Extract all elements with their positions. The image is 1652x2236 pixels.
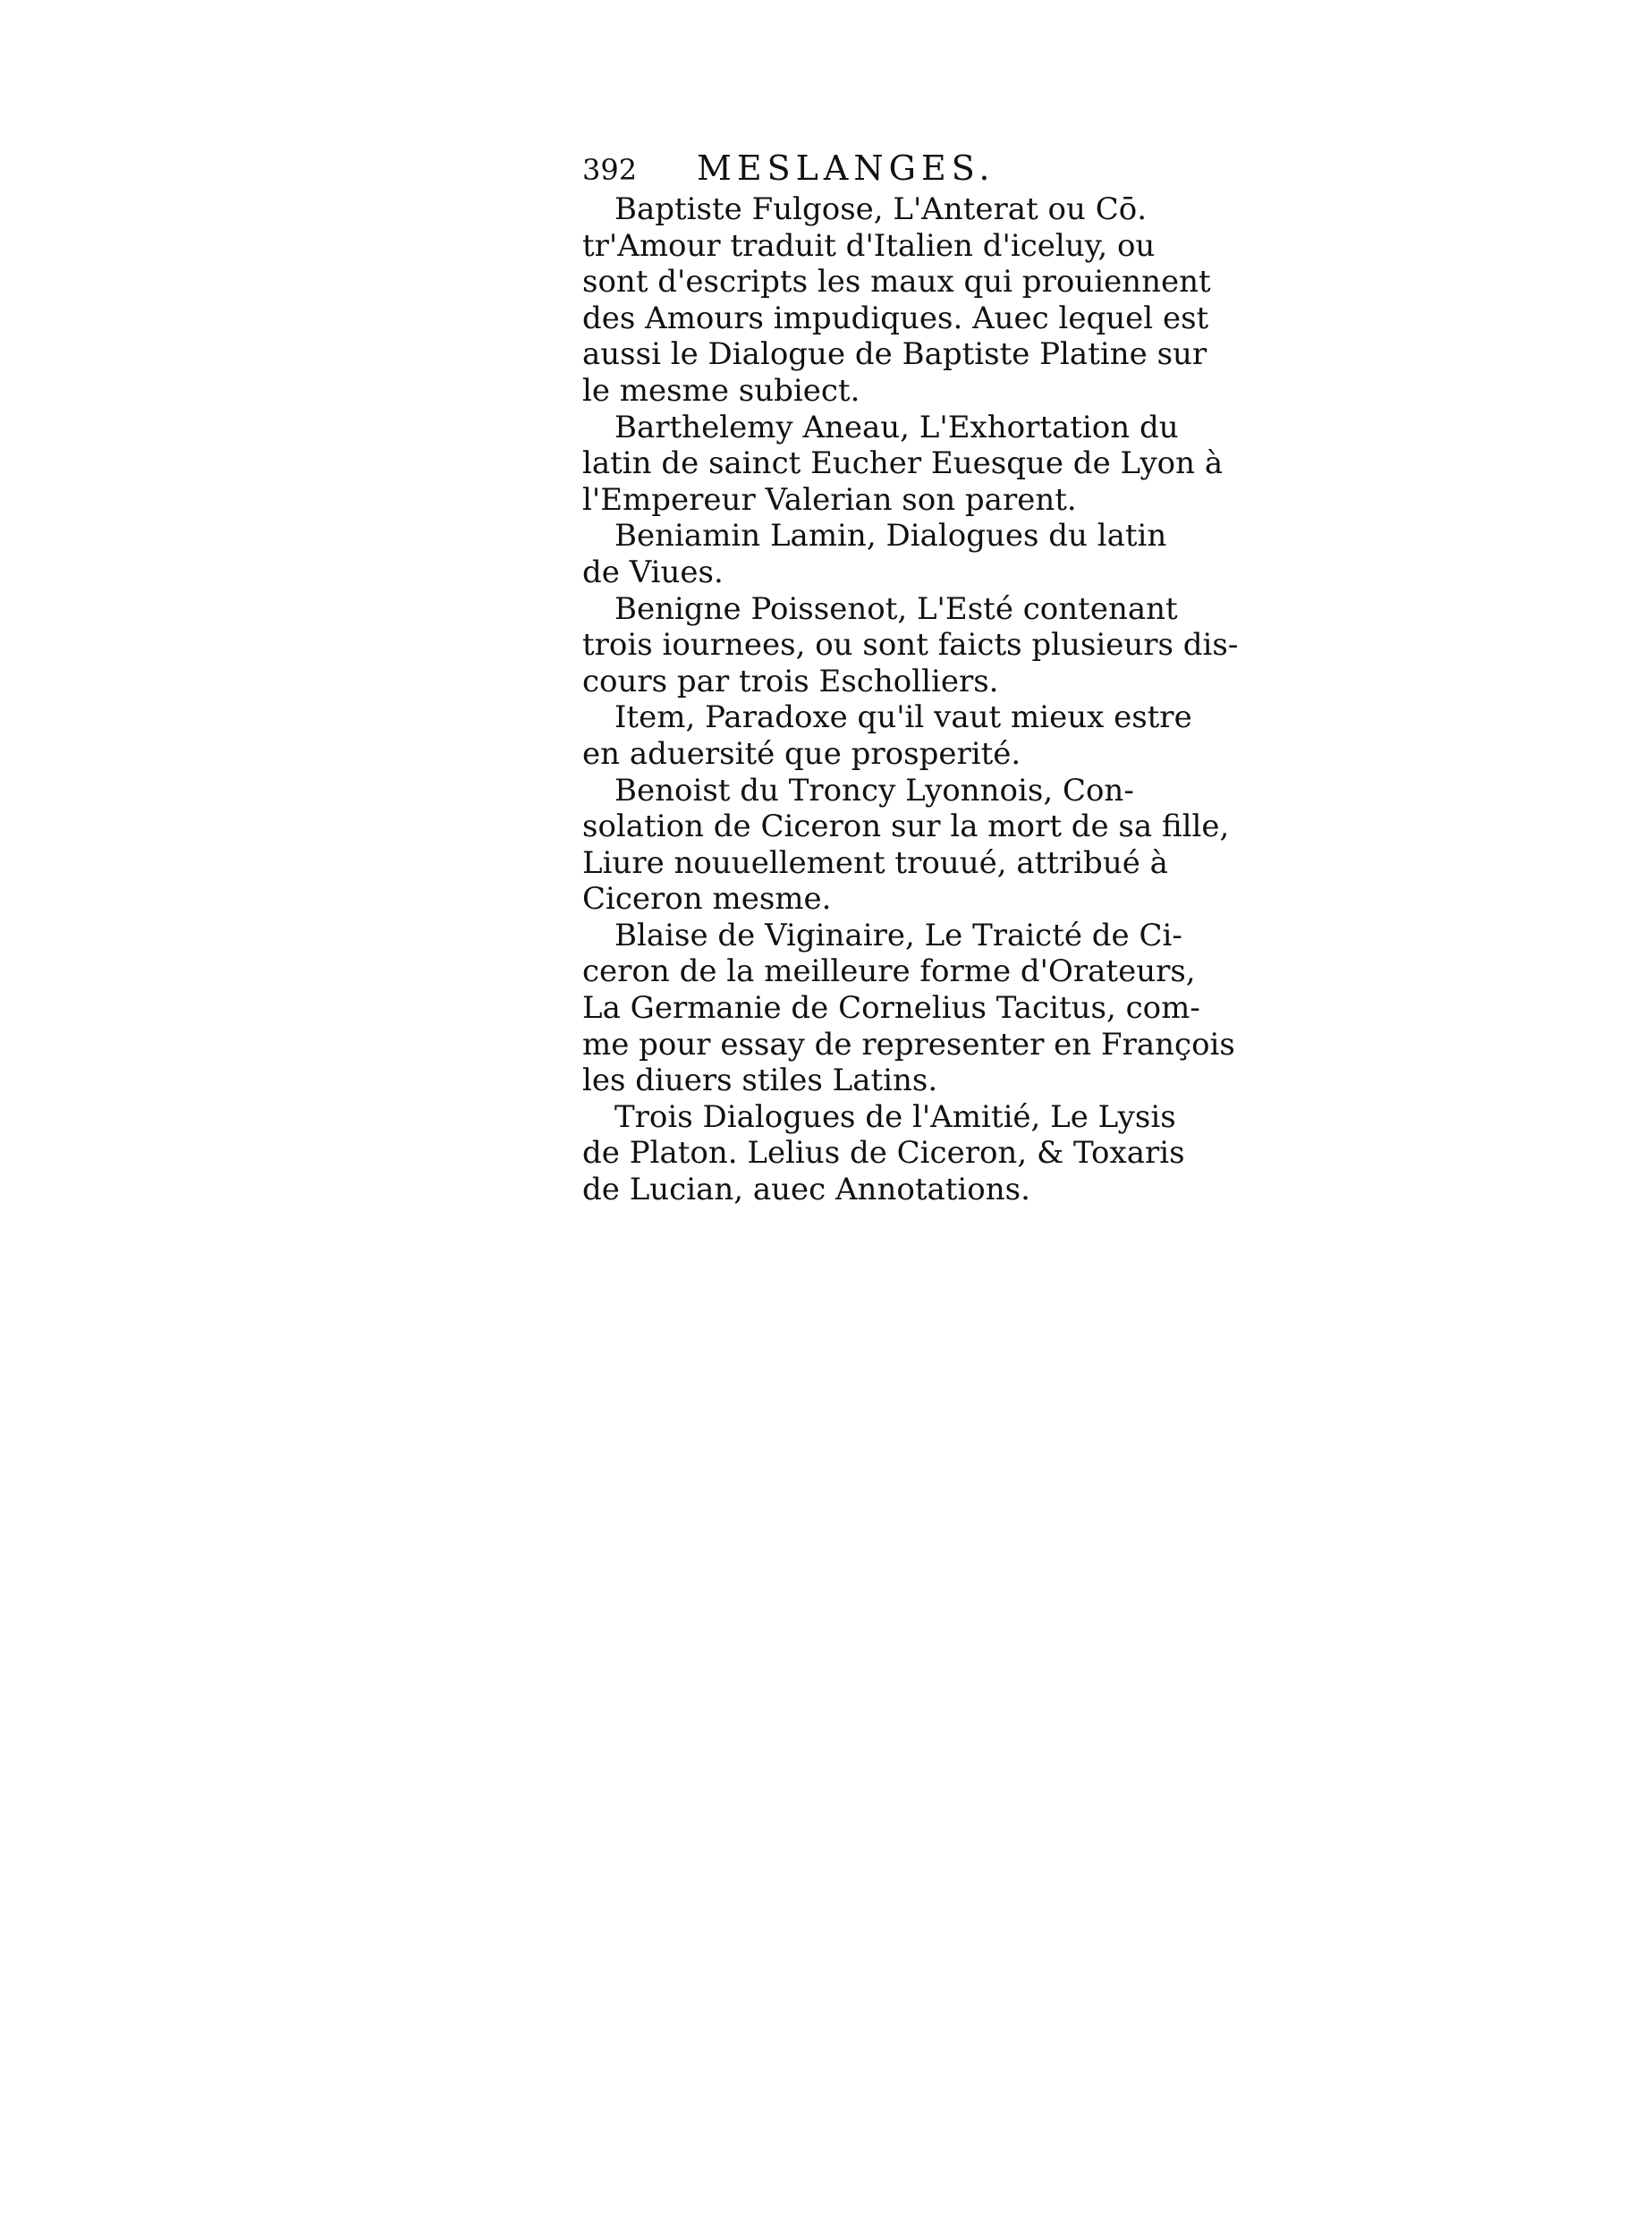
text-line: tr'Amour traduit d'Italien d'iceluy, ou [582,227,1156,264]
text-line: Benigne Poissenot, L'Esté contenant [614,590,1178,627]
text-line: le mesme subiect. [582,372,860,409]
text-line: de Viues. [582,554,724,590]
text-line: solation de Ciceron sur la mort de sa fille, [582,809,1230,845]
text-line: Ciceron mesme. [582,881,832,918]
catalog-entry [582,1098,1185,1208]
text-column [582,148,1239,1208]
text-line: trois iournees, ou sont faicts plusieurs dis- [582,627,1239,664]
text-line: de Lucian, auec Annotations. [582,1172,1030,1208]
catalog-entry [582,699,1192,772]
catalog-entry [582,518,1167,590]
text-line: cours par trois Escholliers. [582,663,999,699]
catalog-entry [582,409,1224,519]
text-line: Baptiste Fulgose, L'Anterat ou Cō. [614,191,1147,227]
text-line: sont d'escripts les maux qui prouiennent [582,264,1211,301]
text-line: Liure nouuellement trouué, attribué à [582,844,1168,881]
text-line: en aduersité que prosperité. [582,735,1021,772]
text-line: Blaise de Viginaire, Le Traicté de Ci- [614,917,1182,953]
catalog-entry [582,917,1235,1099]
text-line: La Germanie de Cornelius Tacitus, com- [582,990,1200,1027]
text-line: de Platon. Lelius de Ciceron, & Toxaris [582,1135,1185,1172]
text-line: des Amours impudiques. Auec lequel est [582,300,1209,336]
text-line: me pour essay de representer en François [582,1026,1235,1063]
text-line: Barthelemy Aneau, L'Exhortation du [614,409,1179,445]
catalog-entry [582,191,1211,410]
text-line: latin de sainct Eucher Euesque de Lyon à [582,445,1224,482]
text-line: l'Empereur Valerian son parent. [582,481,1077,518]
running-head: MESLANGES. [697,148,995,188]
text-line: aussi le Dialogue de Baptiste Platine sur [582,336,1207,373]
text-line: Item, Paradoxe qu'il vaut mieux estre [614,699,1192,736]
catalog-entry [582,772,1230,918]
text-line: ceron de la meilleure forme d'Orateurs, [582,953,1196,990]
page-header [582,150,1164,191]
text-line: Beniamin Lamin, Dialogues du latin [614,518,1167,555]
text-line: Benoist du Troncy Lyonnois, Con- [614,772,1134,809]
page-number: 392 [582,153,638,187]
text-line: les diuers stiles Latins. [582,1063,938,1099]
catalog-entry [582,590,1239,700]
text-line: Trois Dialogues de l'Amitié, Le Lysis [614,1098,1176,1135]
